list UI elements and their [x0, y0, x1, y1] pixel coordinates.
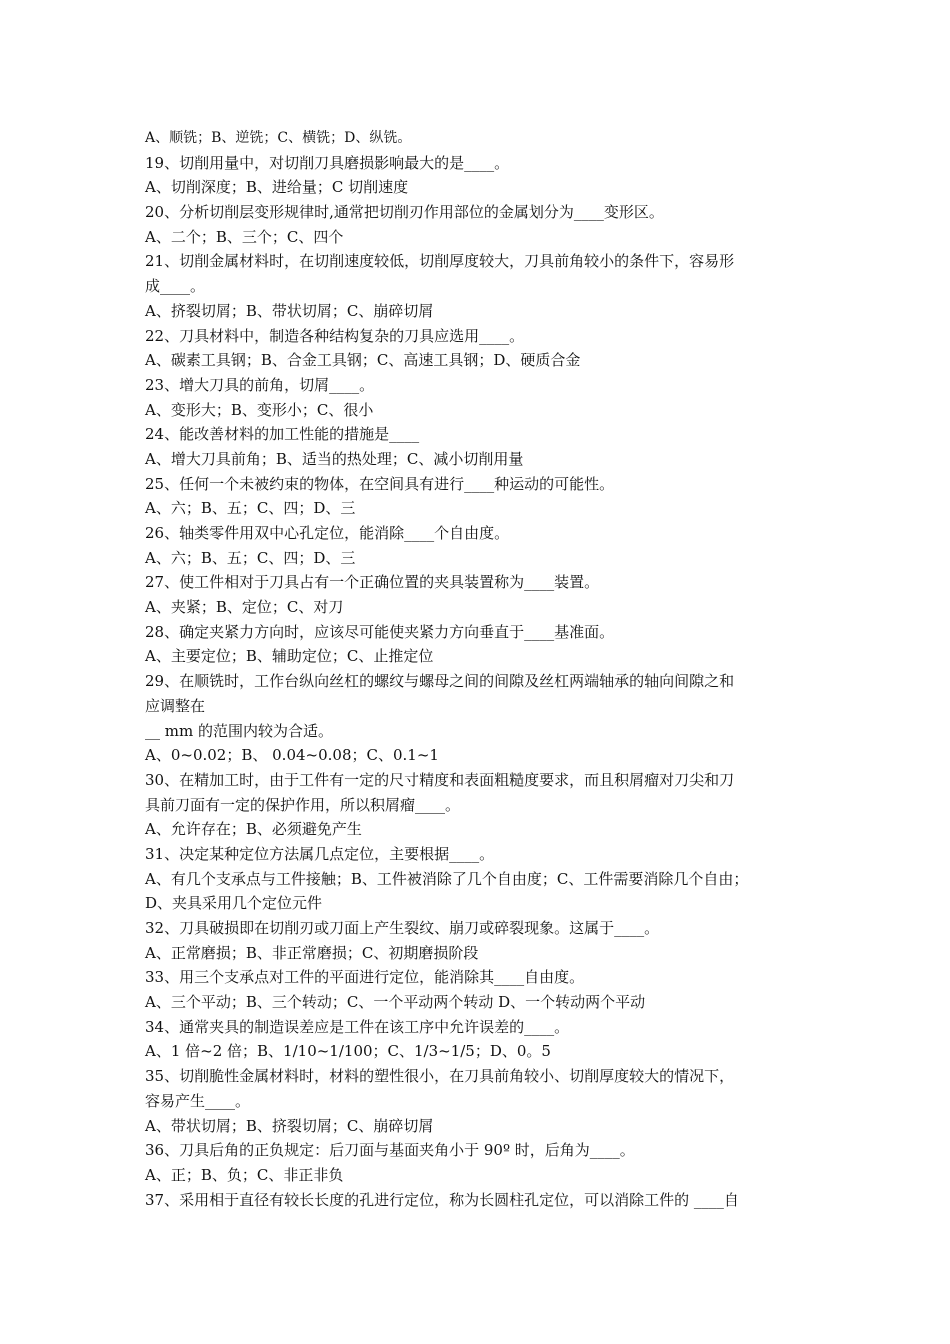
text-line: 22、刀具材料中，制造各种结构复杂的刀具应选用____。 — [145, 326, 525, 345]
text-line: A、顺铣；B、逆铣；C、横铣；D、纵铣。 — [145, 130, 412, 146]
text-line: 33、用三个支承点对工件的平面进行定位，能消除其____自由度。 — [145, 968, 585, 987]
text-line: A、主要定位；B、辅助定位；C、止推定位 — [145, 647, 434, 666]
text-line: 19、切削用量中，对切削刀具磨损影响最大的是____。 — [145, 153, 510, 172]
text-line: 29、在顺铣时，工作台纵向丝杠的螺纹与螺母之间的间隙及丝杠两端轴承的轴向间隙之和 — [145, 672, 735, 691]
text-line: 27、使工件相对于刀具占有一个正确位置的夹具装置称为____装置。 — [145, 573, 600, 592]
text-line: A、正；B、负；C、非正非负 — [145, 1165, 344, 1184]
text-line: A、有几个支承点与工件接触；B、工件被消除了几个自由度；C、工件需要消除几个自由； — [145, 869, 749, 888]
text-line: 24、能改善材料的加工性能的措施是____ — [145, 425, 420, 444]
text-line: A、切削深度；B、进给量；C 切削速度 — [145, 178, 409, 197]
text-line: A、碳素工具钢；B、合金工具钢；C、高速工具钢；D、硬质合金 — [145, 351, 581, 370]
text-line: 30、在精加工时，由于工件有一定的尺寸精度和表面粗糙度要求，而且积屑瘤对刀尖和刀 — [145, 770, 735, 789]
text-line: A、0~0.02；B、 0.04~0.08；C、0.1~1 — [145, 746, 439, 765]
text-line: 36、刀具后角的正负规定：后刀面与基面夹角小于 90º 时，后角为____。 — [145, 1141, 635, 1160]
text-line: A、增大刀具前角；B、适当的热处理；C、减小切削用量 — [145, 449, 524, 468]
text-line: __ mm 的范围内较为合适。 — [145, 721, 333, 740]
text-line: A、带状切屑；B、挤裂切屑；C、崩碎切屑 — [145, 1116, 434, 1135]
text-line: 具前刀面有一定的保护作用，所以积屑瘤____。 — [145, 795, 461, 814]
text-line: A、正常磨损；B、非正常磨损；C、初期磨损阶段 — [145, 943, 479, 962]
text-line: 32、刀具破损即在切削刃或刀面上产生裂纹、崩刀或碎裂现象。这属于____。 — [145, 919, 660, 937]
text-line: A、挤裂切屑；B、带状切屑；C、崩碎切屑 — [145, 301, 434, 320]
text-line: 34、通常夹具的制造误差应是工件在该工序中允许误差的____。 — [145, 1017, 570, 1036]
text-line: D、夹具采用几个定位元件 — [145, 894, 323, 913]
text-line: A、六；B、五；C、四；D、三 — [145, 548, 356, 567]
text-line: 容易产生____。 — [145, 1091, 251, 1110]
text-line: A、夹紧；B、定位；C、对刀 — [145, 598, 344, 617]
text-line: 23、增大刀具的前角，切屑____。 — [145, 375, 375, 394]
text-line: 21、切削金属材料时，在切削速度较低，切削厚度较大，刀具前角较小的条件下，容易形 — [145, 252, 735, 271]
text-line: 26、轴类零件用双中心孔定位，能消除____个自由度。 — [145, 524, 510, 542]
text-line: A、允许存在；B、必须避免产生 — [145, 820, 362, 839]
document-page — [145, 126, 815, 1212]
text-line: A、二个；B、三个；C、四个 — [145, 227, 344, 246]
text-line: A、1 倍~2 倍；B、1/10~1/100；C、1/3~1/5；D、0。5 — [145, 1042, 551, 1061]
text-line: 成____。 — [145, 277, 206, 296]
text-line: 31、决定某种定位方法属几点定位，主要根据____。 — [145, 844, 495, 863]
text-line: A、变形大；B、变形小；C、很小 — [145, 400, 374, 419]
text-line: A、三个平动；B、三个转动；C、一个平动两个转动 D、一个转动两个平动 — [145, 993, 646, 1012]
text-line: A、六；B、五；C、四；D、三 — [145, 499, 356, 518]
text-line: 28、确定夹紧力方向时，应该尽可能使夹紧力方向垂直于____基准面。 — [145, 622, 615, 641]
text-line: 37、采用相于直径有较长长度的孔进行定位，称为长圆柱孔定位，可以消除工件的 ____自 — [145, 1190, 739, 1209]
text-line: 20、分析切削层变形规律时,通常把切削刃作用部位的金属划分为____变形区。 — [145, 203, 664, 222]
text-line: 应调整在 — [145, 696, 206, 715]
text-line: 25、任何一个未被约束的物体，在空间具有进行____种运动的可能性。 — [145, 474, 615, 493]
text-line: 35、切削脆性金属材料时，材料的塑性很小，在刀具前角较小、切削厚度较大的情况下， — [145, 1067, 735, 1086]
